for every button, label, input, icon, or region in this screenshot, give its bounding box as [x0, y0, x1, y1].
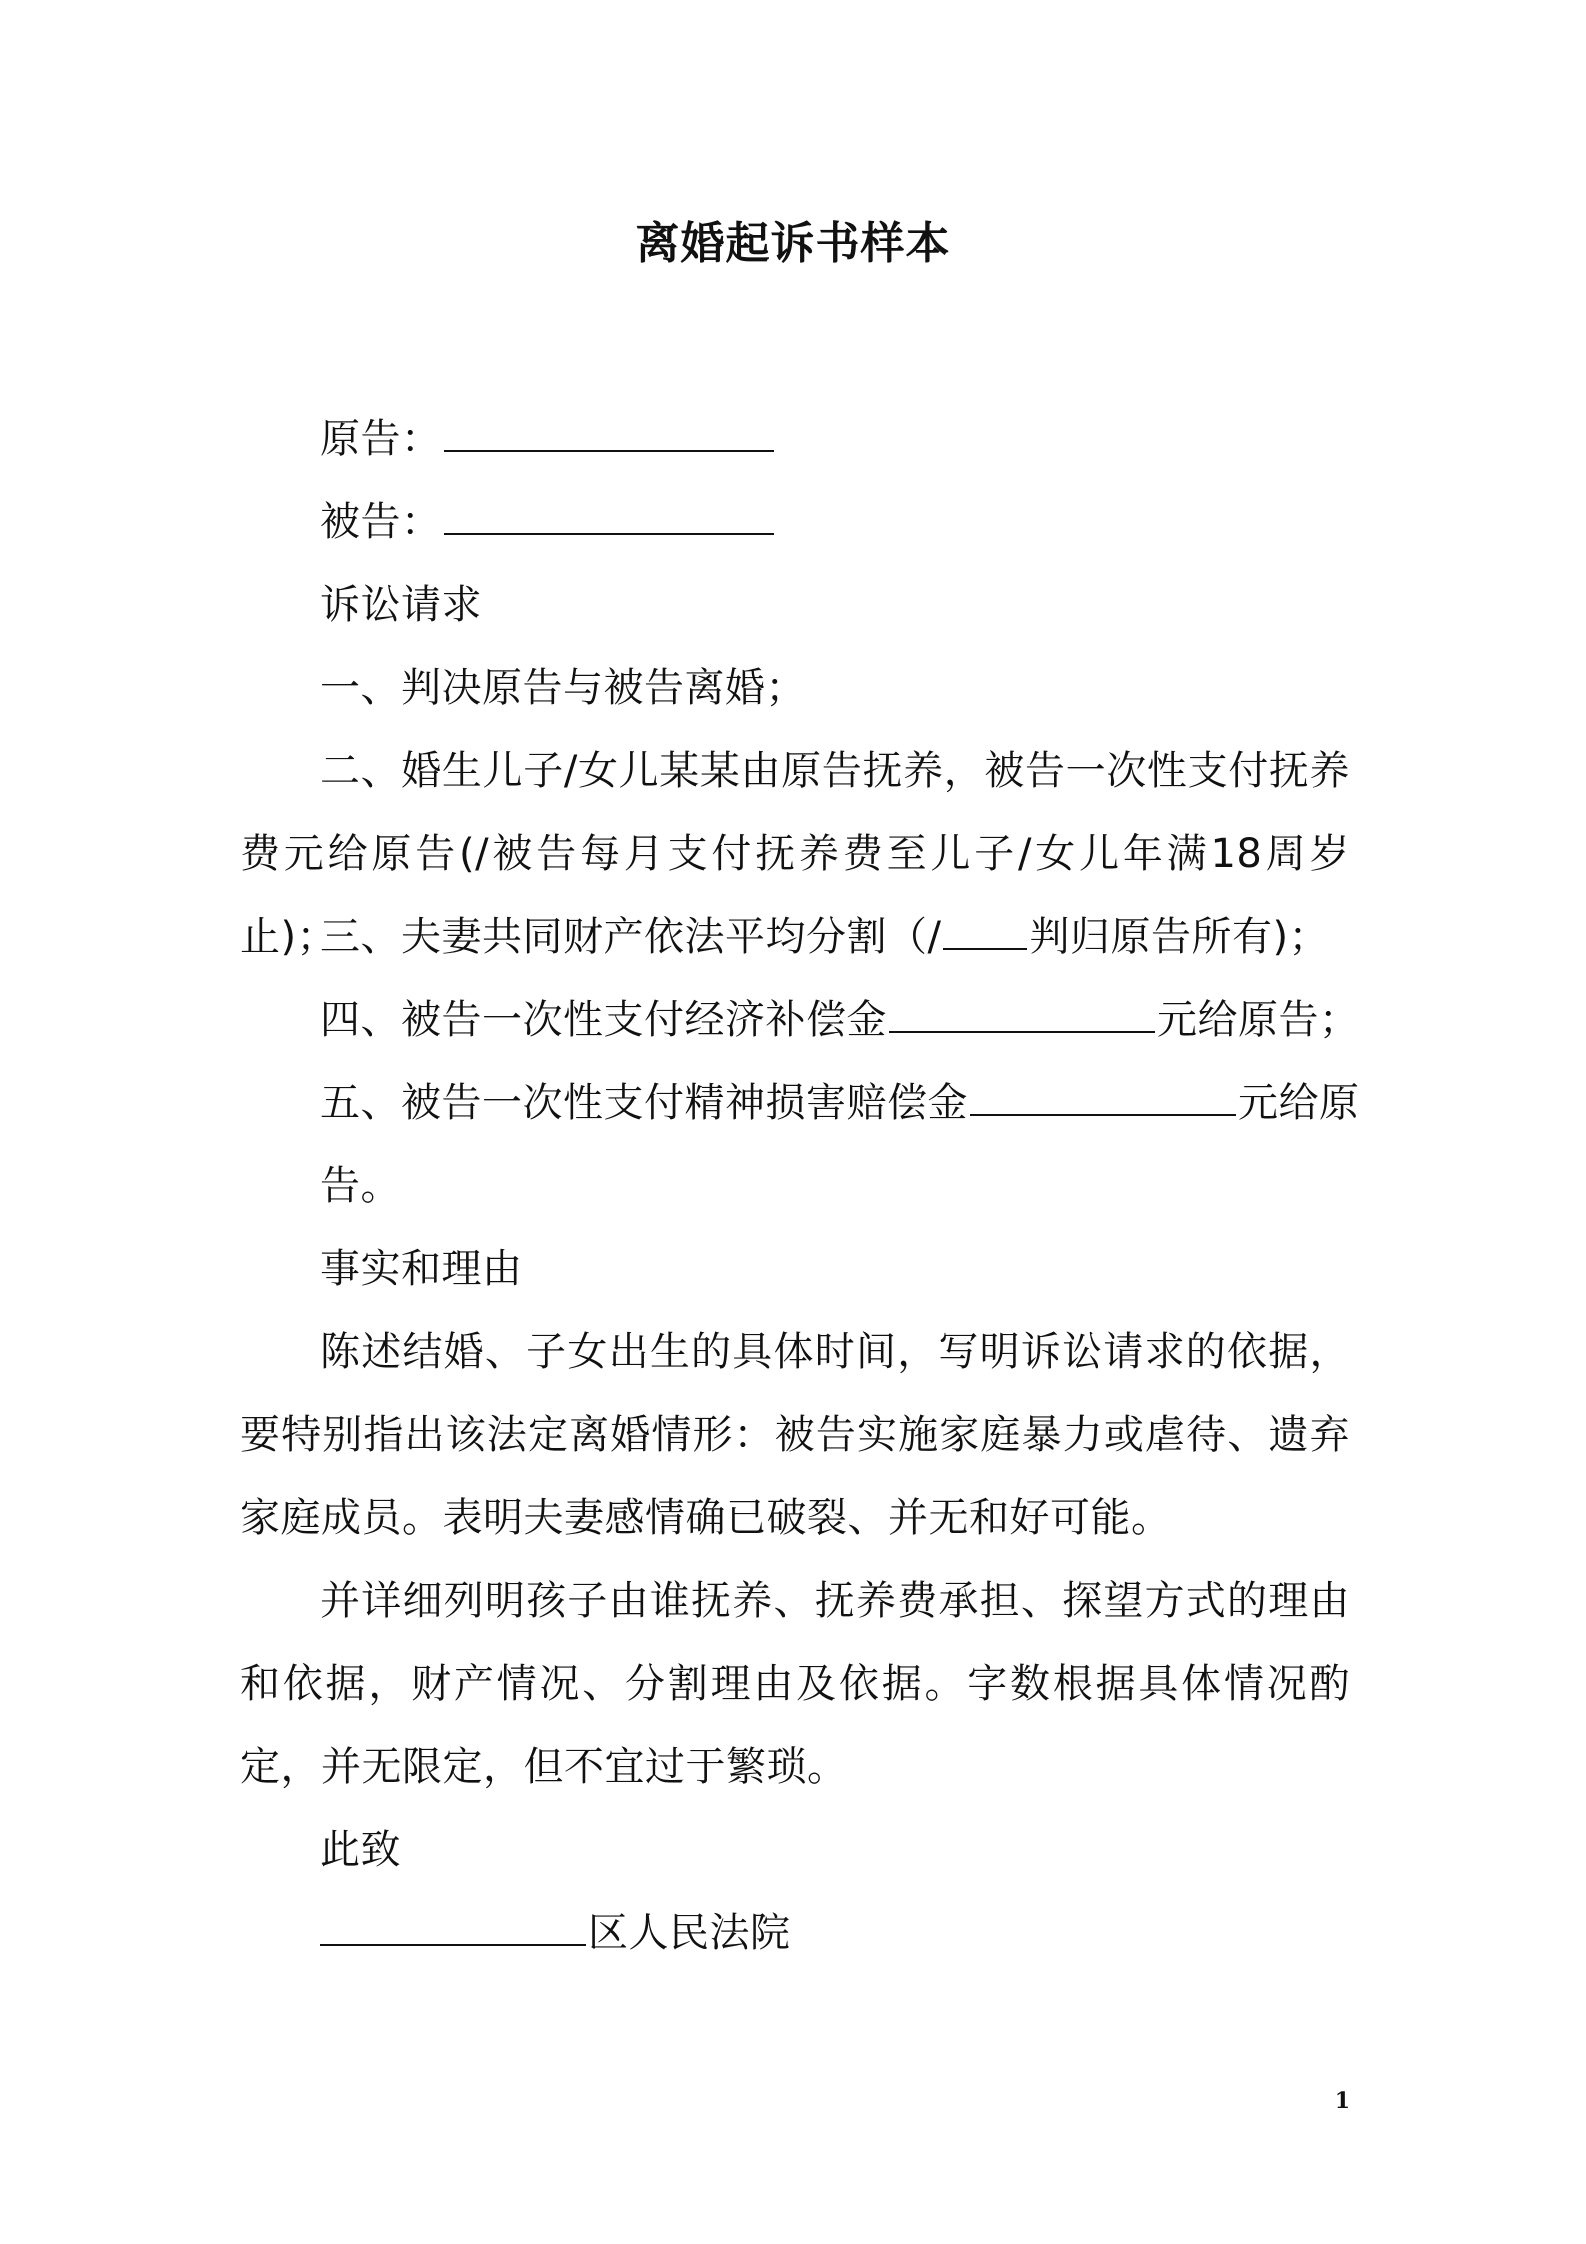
plaintiff-line — [240, 398, 1430, 481]
court-suffix: 区人民法院 — [588, 1910, 791, 1956]
closing-salutation: 此致 — [320, 1827, 401, 1873]
claim-1: 一、判决原告与被告离婚； — [320, 665, 806, 711]
claim-4-blank — [889, 1001, 1155, 1033]
plaintiff-blank — [444, 420, 774, 452]
defendant-blank — [444, 503, 774, 535]
claim-4-text-a: 四、被告一次性支付经济补偿金 — [320, 997, 887, 1043]
facts-paragraph-2: 并详细列明孩子由谁抚养、抚养费承担、探望方式的理由和依据，财产情况、分割理由及依据。字数根据具体情况酌定，并无限定，但不宜过于繁琐。 — [240, 1578, 1350, 1790]
plaintiff-label: 原告： — [320, 416, 442, 462]
claim-3-text-b: 判归原告所有)； — [1029, 914, 1330, 960]
claim-5 — [240, 1062, 1430, 1209]
court-blank — [320, 1914, 586, 1946]
claims-heading: 诉讼请求 — [320, 582, 482, 628]
claim-3-blank — [943, 918, 1027, 950]
page-number: 1 — [1334, 2088, 1350, 2114]
document-title: 离婚起诉书样本 — [635, 218, 951, 269]
claim-2: 二、婚生儿子/女儿某某由原告抚养，被告一次性支付抚养费元给原告(/被告每月支付抚养费至儿子/女儿年满18周岁止)； — [240, 748, 1350, 960]
claim-4 — [240, 979, 1430, 1062]
claim-4-text-b: 元给原告； — [1157, 997, 1360, 1043]
claim-3-text-a: 三、夫妻共同财产依法平均分割（/ — [320, 914, 942, 960]
court-line — [240, 1892, 1430, 1975]
defendant-label: 被告： — [320, 499, 442, 545]
claim-3 — [240, 896, 1430, 979]
facts-heading: 事实和理由 — [320, 1246, 523, 1292]
defendant-line — [240, 481, 1430, 564]
facts-paragraph-1: 陈述结婚、子女出生的具体时间，写明诉讼请求的依据，要特别指出该法定离婚情形：被告实施家庭暴力或虐待、遗弃家庭成员。表明夫妻感情确已破裂、并无和好可能。 — [240, 1329, 1350, 1541]
claim-5-blank — [970, 1084, 1236, 1116]
claim-5-text-b: 元给原告。 — [320, 1080, 1360, 1209]
claim-5-text-a: 五、被告一次性支付精神损害赔偿金 — [320, 1080, 968, 1126]
